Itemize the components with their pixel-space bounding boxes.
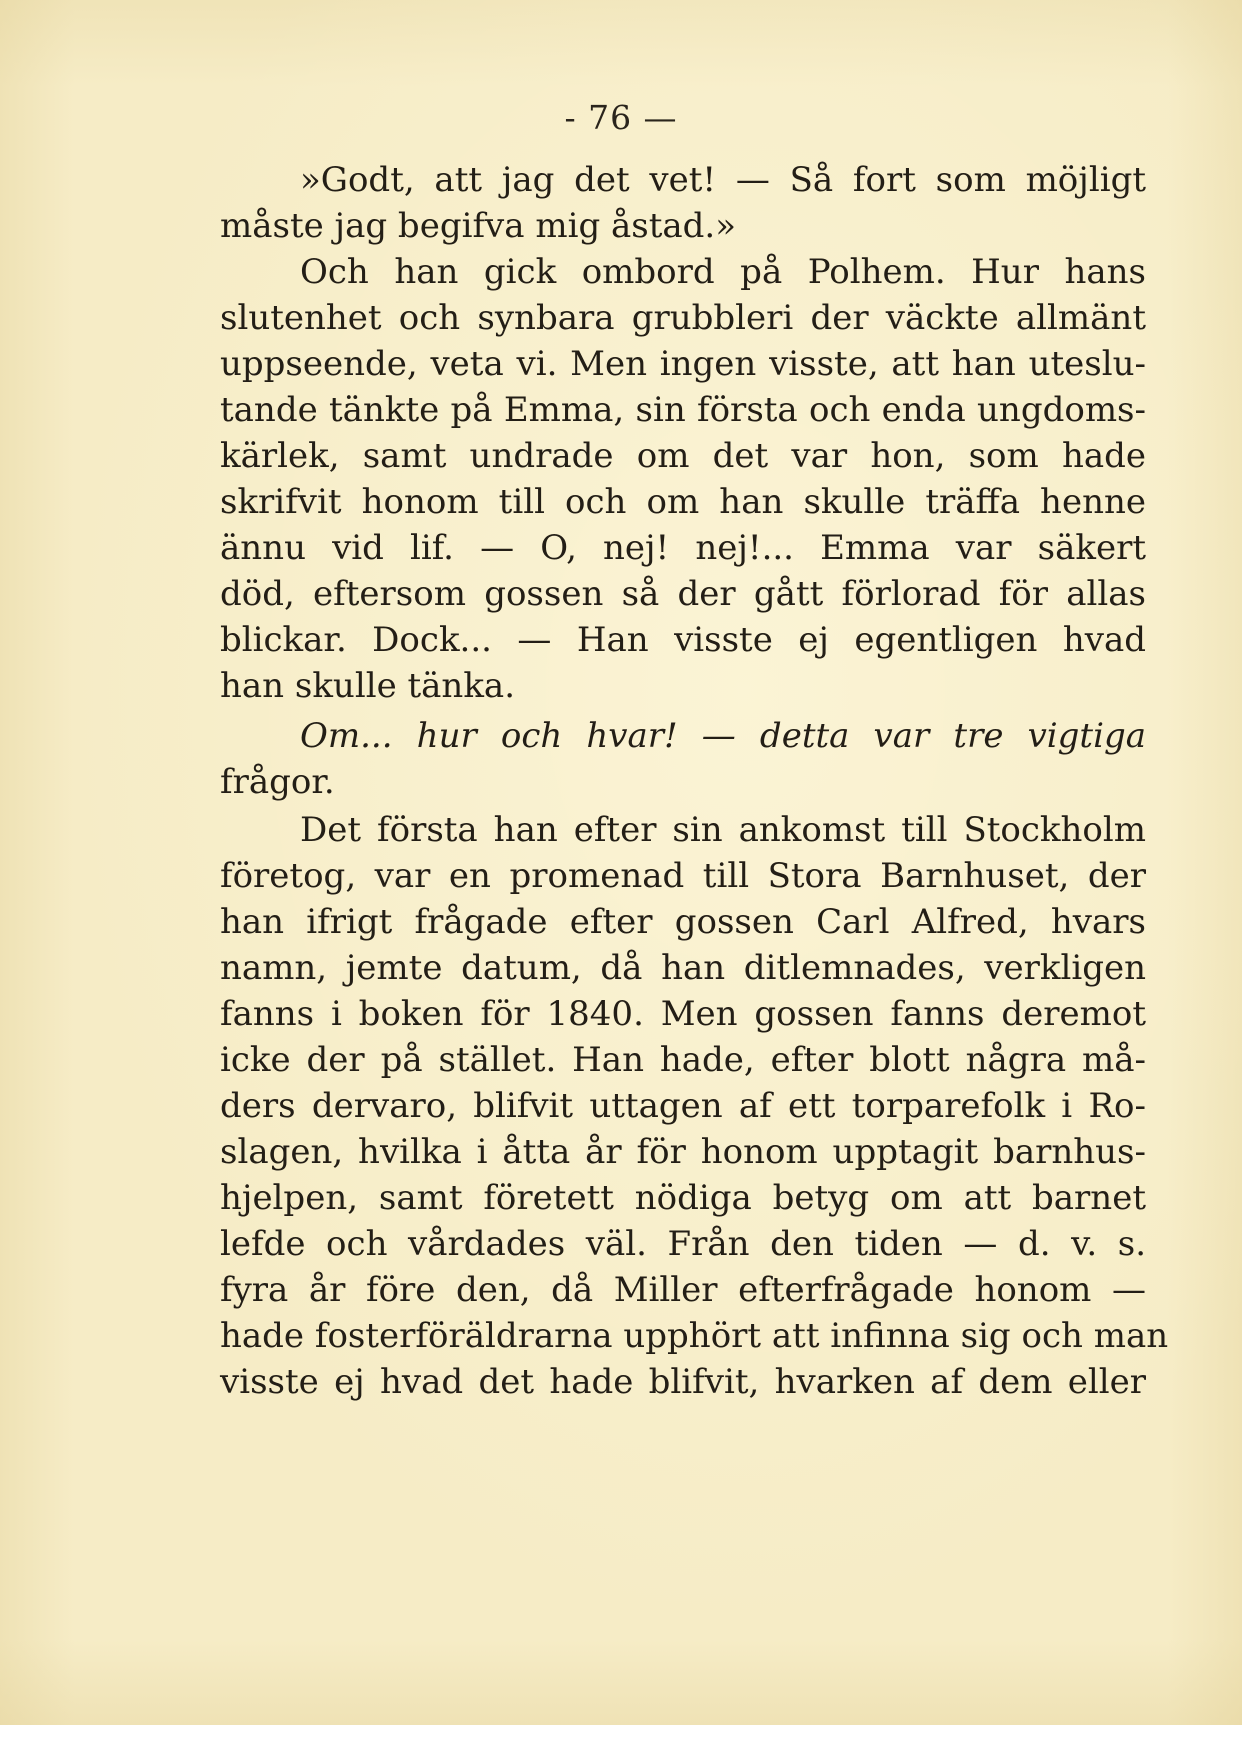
- text-line: måste jag begifva mig åstad.»: [220, 206, 737, 246]
- text-line: icke der på stället. Han hade, efter blott några må-: [220, 1040, 1146, 1080]
- text-line: slagen, hvilka i åtta år för honom upptagit barnhus-: [220, 1132, 1146, 1172]
- text-line: skrifvit honom till och om han skulle träffa henne: [220, 482, 1146, 522]
- text-line: tande tänkte på Emma, sin första och enda ungdoms-: [220, 390, 1146, 430]
- text-line: Om... hur och hvar! — detta var tre vigtiga: [300, 716, 1146, 756]
- text-line: »Godt, att jag det vet! — Så fort som möjligt: [300, 160, 1146, 200]
- text-line: han skulle tänka.: [220, 666, 516, 706]
- text-line: Och han gick ombord på Polhem. Hur hans: [300, 252, 1146, 292]
- text-line: fanns i boken för 1840. Men gossen fanns deremot: [220, 994, 1146, 1034]
- text-line: ännu vid lif. — O, nej! nej!... Emma var säkert: [220, 528, 1146, 568]
- text-line: uppseende, veta vi. Men ingen visste, att han uteslu-: [220, 344, 1146, 384]
- text-line: namn, jemte datum, då han ditlemnades, verkligen: [220, 948, 1146, 988]
- text-line: Det första han efter sin ankomst till Stockholm: [300, 810, 1146, 850]
- text-line: ders dervaro, blifvit uttagen af ett torparefolk i Ro-: [220, 1086, 1146, 1126]
- text-line: blickar. Dock... — Han visste ej egentligen hvad: [220, 620, 1146, 660]
- text-line: död, eftersom gossen så der gått förlorad för allas: [220, 574, 1146, 614]
- text-line: hade fosterföräldrarna upphört att infinna sig och man: [220, 1316, 1169, 1356]
- text-line: lefde och vårdades väl. Från den tiden — d. v. s.: [220, 1224, 1146, 1264]
- text-line: han ifrigt frågade efter gossen Carl Alfred, hvars: [220, 902, 1146, 942]
- text-line: frågor.: [220, 762, 335, 802]
- text-line: kärlek, samt undrade om det var hon, som hade: [220, 436, 1146, 476]
- text-line: hjelpen, samt företett nödiga betyg om att barnet: [220, 1178, 1146, 1218]
- page-number: - 76 —: [564, 98, 678, 137]
- text-line: slutenhet och synbara grubbleri der väckte allmänt: [220, 298, 1146, 338]
- text-line: visste ej hvad det hade blifvit, hvarken af dem eller: [220, 1362, 1146, 1402]
- text-line: fyra år före den, då Miller efterfrågade honom —: [220, 1270, 1146, 1310]
- text-line: företog, var en promenad till Stora Barnhuset, der: [220, 856, 1146, 896]
